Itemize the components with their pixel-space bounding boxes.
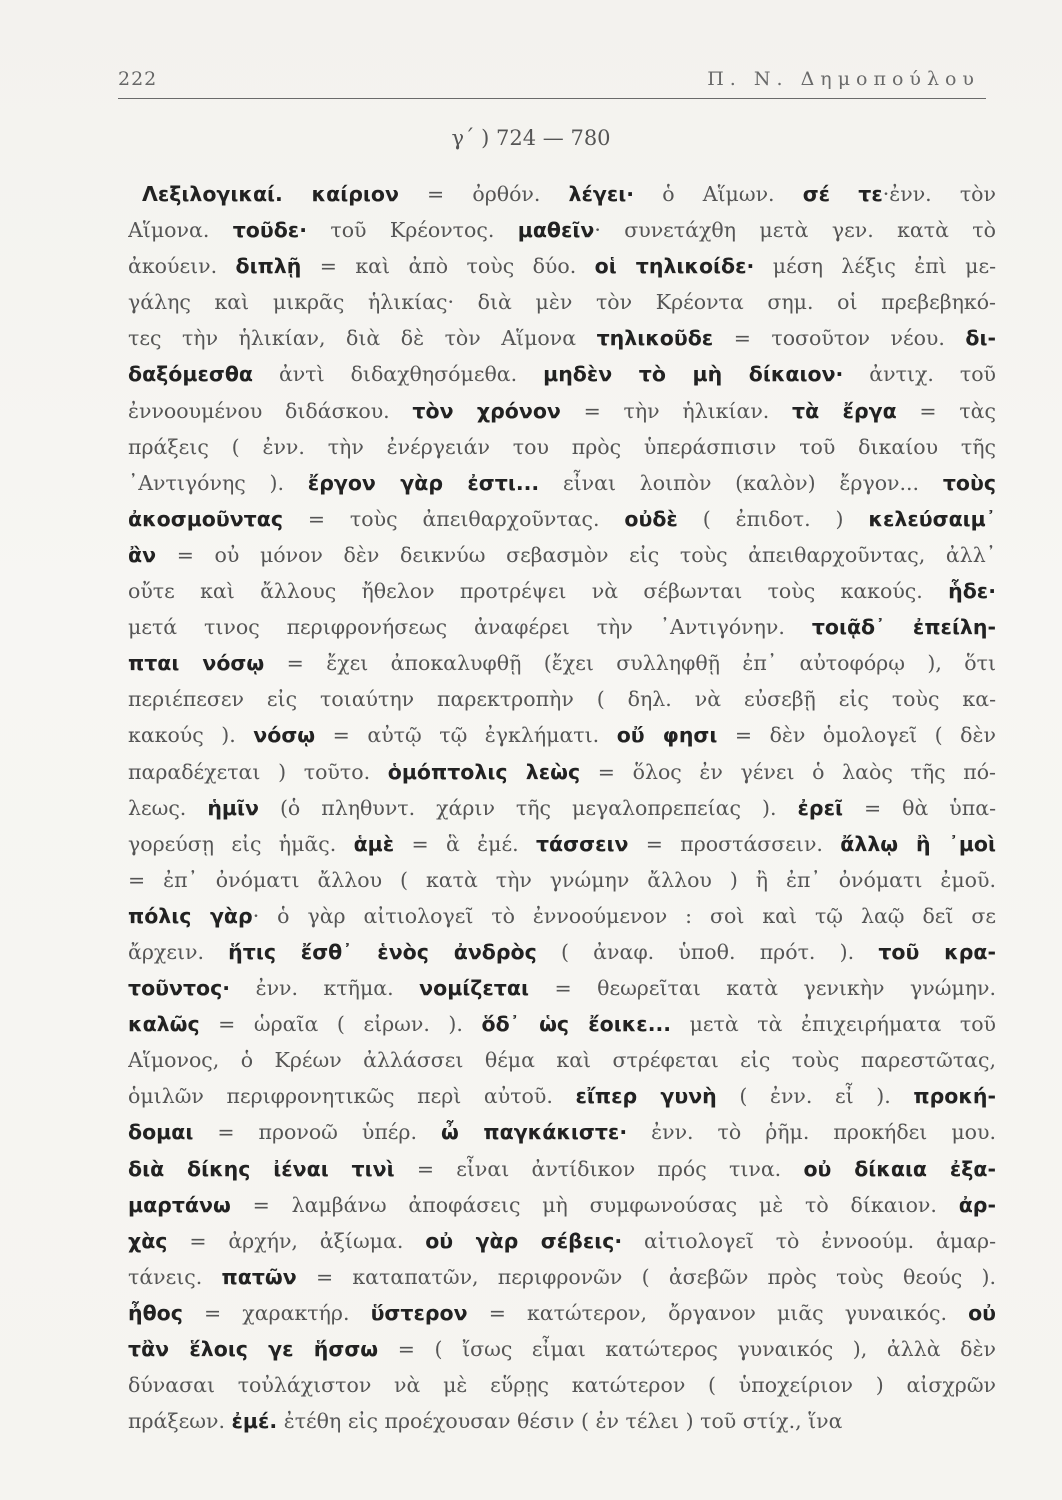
gloss-text: μετά τινος περιφρονήσεως ἀναφέρει τὴν ᾽Αντιγόνην. — [128, 615, 812, 640]
text-line — [128, 1331, 996, 1367]
lemma-term: ἁμὲ — [353, 831, 395, 856]
gloss-text: ὁ Αἵμων. — [634, 182, 803, 206]
lemma-term: νόσῳ — [253, 723, 316, 748]
gloss-text: λεως. — [128, 795, 208, 820]
text-line — [128, 356, 996, 392]
text-line — [128, 320, 996, 356]
lemma-term: ἐμέ. — [231, 1409, 278, 1434]
gloss-text: ἐτέθη εἰς προέχουσαν θέσιν ( ἐν τέλει ) τοῦ στίχ., ἵνα — [277, 1409, 843, 1434]
gloss-text — [830, 182, 858, 206]
text-line — [128, 248, 996, 284]
text-line — [128, 790, 996, 826]
gloss-text: ( ἀναφ. ὑποθ. πρότ. ). — [536, 939, 879, 964]
gloss-text: = προνοῶ ὑπέρ. — [193, 1120, 441, 1145]
gloss-text: = τὴν ἡλικίαν. — [560, 398, 793, 423]
lemma-term: ἄλλῳ ἢ ᾽μοὶ — [840, 831, 996, 856]
lemma-term: οὐ δίκαια ἐξα- — [803, 1156, 996, 1181]
gloss-text: ( ἐνν. εἶ ). — [716, 1084, 914, 1109]
lemma-term: τοῦδε· — [232, 218, 307, 243]
gloss-text: ἄρχειν. — [128, 939, 229, 964]
text-line — [128, 1295, 996, 1331]
text-line — [128, 1367, 996, 1403]
text-line — [128, 1042, 996, 1078]
lemma-term: ἂν — [128, 542, 157, 567]
text-line — [128, 717, 996, 753]
gloss-text: Αἵμονος, ὁ Κρέων ἀλλάσσει θέμα καὶ στρέφεται εἰς τοὺς παρεστῶτας, — [128, 1048, 996, 1073]
lemma-term: ἡμῖν — [207, 795, 259, 820]
running-head: Π. Ν. Δημοπούλου — [707, 68, 980, 90]
gloss-text: ἀντὶ διδαχθησόμεθα. — [253, 362, 544, 387]
gloss-text: αἰτιολογεῖ τὸ ἐννοούμ. ἁμαρ- — [622, 1228, 996, 1253]
lemma-term: τὰ ἔργα — [792, 398, 897, 423]
lemma-term: μηδὲν τὸ μὴ δίκαιον· — [543, 362, 844, 387]
gloss-text: ἀκούειν. — [128, 254, 236, 279]
lemma-term: τὸν χρόνον — [412, 398, 561, 423]
gloss-text: πράξεις ( ἐνν. τὴν ἐνέργειάν του πρὸς ὑπεράσπισιν τοῦ δικαίου τῆς — [128, 434, 996, 459]
gloss-text: μετὰ τὰ ἐπιχειρήματα τοῦ — [671, 1012, 996, 1037]
gloss-text: γάλης καὶ μικρᾶς ἡλικίας· διὰ μὲν τὸν Κρέοντα σημ. οἱ πρεβεβηκό- — [128, 290, 996, 315]
lemma-term: πόλις γὰρ — [128, 903, 253, 928]
gloss-text: ἐνν. κτῆμα. — [230, 976, 420, 1001]
gloss-text: = τὰς — [896, 398, 996, 423]
gloss-text: = ἃ ἐμέ. — [394, 831, 536, 856]
lemma-term: οὐδὲ — [624, 506, 678, 531]
text-line — [128, 176, 996, 212]
gloss-text: = εἶναι ἀντίδικον πρός τινα. — [394, 1156, 804, 1181]
page-header — [118, 62, 986, 99]
gloss-text: = κατώτερον, ὄργανον μιᾶς γυναικός. — [467, 1300, 969, 1325]
gloss-text: τάνεις. — [128, 1264, 222, 1289]
text-line — [128, 1259, 996, 1295]
lemma-term: οὔ φησι — [616, 723, 718, 748]
lemma-term: εἴπερ γυνὴ — [575, 1084, 717, 1109]
text-line — [128, 465, 996, 501]
lemma-term: πται νόσῳ — [128, 651, 265, 676]
text-line — [128, 898, 996, 934]
lemma-term: ἔργον γὰρ ἐστι... — [307, 470, 540, 495]
lemma-term: τηλικοῦδε — [596, 326, 714, 351]
lemma-term: χὰς — [128, 1228, 168, 1253]
gloss-text: ἐννοουμένου διδάσκου. — [128, 398, 413, 423]
text-line — [128, 501, 996, 537]
lemma-term: μαθεῖν — [517, 218, 595, 243]
text-line — [128, 681, 996, 717]
gloss-text: = καταπατῶν, περιφρονῶν ( ἀσεβῶν πρὸς τοὺς θεούς ). — [296, 1264, 996, 1289]
lemma-term: καλῶς — [128, 1012, 200, 1037]
gloss-text: ·ἐνν. τὸν — [882, 182, 996, 206]
text-line — [128, 429, 996, 465]
lemma-term: οὐ γὰρ σέβεις· — [425, 1228, 623, 1253]
lemma-term: ἦθος — [128, 1300, 183, 1325]
text-line — [128, 1403, 996, 1439]
lemma-term: τοῦντος· — [128, 976, 231, 1001]
gloss-text: τες τὴν ἡλικίαν, διὰ δὲ τὸν Αἵμονα — [128, 326, 597, 351]
gloss-text: ἀντιχ. τοῦ — [843, 362, 996, 387]
text-line — [128, 1187, 996, 1223]
lemma-term: οὐ — [968, 1300, 996, 1325]
text-line — [128, 970, 996, 1006]
text-line — [128, 934, 996, 970]
gloss-text: · συνετάχθη μετὰ γεν. κατὰ τὸ — [594, 218, 996, 243]
gloss-text: = λαμβάνω ἀποφάσεις μὴ συμφωνούσας μὲ τὸ δίκαιον. — [230, 1192, 959, 1217]
gloss-text: = θεωρεῖται κατὰ γενικὴν γνώμην. — [528, 976, 996, 1001]
lemma-term: ἐρεῖ — [797, 795, 843, 820]
gloss-text: = ἐπ᾽ ὀνόματι ἄλλου ( κατὰ τὴν γνώμην ἄλλου ) ἢ ἐπ᾽ ὀνόματι ἐμοῦ. — [128, 867, 996, 892]
gloss-text: οὔτε καὶ ἄλλους ἤθελον προτρέψει νὰ σέβωνται τοὺς κακούς. — [128, 579, 949, 604]
gloss-text: = αὐτῷ τῷ ἐγκλήματι. — [315, 723, 617, 748]
text-line — [128, 1151, 996, 1187]
text-line — [128, 862, 996, 898]
text-line — [128, 212, 996, 248]
lemma-term: ὅδ᾽ ὡς ἔοικε... — [481, 1012, 672, 1037]
gloss-text: (ὁ πληθυντ. χάριν τῆς μεγαλοπρεπείας ). — [258, 795, 798, 820]
gloss-text: = ἀρχήν, ἀξίωμα. — [167, 1228, 426, 1253]
lemma-term: οἱ τηλικοίδε· — [594, 254, 755, 279]
gloss-text: = καὶ ἀπὸ τοὺς δύο. — [301, 254, 595, 279]
text-line — [128, 1006, 996, 1042]
gloss-text: ( ἐπιδοτ. ) — [677, 506, 869, 531]
gloss-text: μέση λέξις ἐπὶ με- — [754, 254, 996, 279]
text-line — [128, 826, 996, 862]
lemma-term: ἧδε· — [948, 579, 996, 604]
text-line — [128, 754, 996, 790]
lemma-term: σέ — [802, 182, 831, 206]
gloss-text: τοῦ Κρέοντος. — [307, 218, 518, 243]
lemma-term: μαρτάνω — [128, 1192, 231, 1217]
lemma-term: τάσσειν — [535, 831, 629, 856]
gloss-text: Αἵμονα. — [128, 218, 233, 243]
lemma-term: τοῦ κρα- — [878, 939, 996, 964]
page-number: 222 — [118, 68, 158, 90]
gloss-text: ὁμιλῶν περιφρονητικῶς περὶ αὐτοῦ. — [128, 1084, 576, 1109]
gloss-text: = τοσοῦτον νέου. — [713, 326, 966, 351]
gloss-text: δύνασαι τοὐλάχιστον νὰ μὲ εὕρῃς κατώτερον ( ὑποχείριον ) αἰσχρῶν — [128, 1373, 996, 1398]
lemma-term: διπλῇ — [235, 254, 302, 279]
gloss-text: ᾽Αντιγόνης ). — [128, 470, 308, 495]
text-line — [128, 1114, 996, 1150]
lemma-term: ἥτις ἔσθ᾽ ἑνὸς ἀνδρὸς — [228, 939, 537, 964]
text-line — [128, 393, 996, 429]
lemma-term: διὰ δίκης ἰέναι τινὶ — [128, 1156, 395, 1181]
lemma-term: τοιᾷδ᾽ ἐπείλη- — [811, 615, 996, 640]
lemma-term: δι- — [965, 326, 996, 351]
gloss-text: = θὰ ὑπα- — [842, 795, 996, 820]
lemma-term: κελεύσαιμ᾽ — [868, 506, 996, 531]
gloss-text: περιέπεσεν εἰς τοιαύτην παρεκτροπὴν ( δηλ. νὰ εὐσεβῇ εἰς τοὺς κα- — [128, 687, 996, 712]
text-line — [128, 284, 996, 320]
text-line — [128, 1223, 996, 1259]
gloss-text: παραδέχεται ) τοῦτο. — [128, 759, 388, 784]
gloss-text: γορεύσῃ εἰς ἡμᾶς. — [128, 831, 354, 856]
lemma-term: τἂν ἕλοις γε ἥσσω — [128, 1337, 379, 1361]
text-line — [128, 573, 996, 609]
lemma-term: τοὺς — [942, 470, 996, 495]
gloss-text: κακούς ). — [128, 723, 254, 748]
gloss-text: = οὐ μόνον δὲν δεικνύω σεβασμὸν εἰς τοὺς ἀπειθαρχοῦντας, ἀλλ᾽ — [156, 542, 996, 567]
commentary-text — [128, 176, 996, 1439]
gloss-text: ἐνν. τὸ ῥῆμ. προκήδει μου. — [627, 1120, 996, 1145]
gloss-text: = ὡραῖα ( εἰρων. ). — [199, 1012, 482, 1037]
gloss-text: = ὀρθόν. — [398, 182, 569, 206]
lemma-term: ὕστερον — [370, 1300, 468, 1325]
section-heading: γ΄ ) 724 — 780 — [451, 126, 611, 150]
gloss-text: εἶναι λοιπὸν (καλὸν) ἔργον... — [539, 470, 943, 495]
lemma-term: Λεξιλογικαί. καίριον — [142, 182, 399, 206]
lemma-term: δαξόμεσθα — [128, 362, 253, 387]
lemma-term: ὦ παγκάκιστε· — [440, 1120, 628, 1145]
lemma-term: ὁμόπτολις λεὼς — [387, 759, 581, 784]
lemma-term: λέγει· — [568, 182, 635, 206]
gloss-text: = χαρακτήρ. — [182, 1300, 371, 1325]
gloss-text: πράξεων. — [128, 1409, 232, 1434]
gloss-text: = ( ἴσως εἶμαι κατώτερος γυναικός ), ἀλλὰ δὲν — [378, 1337, 996, 1361]
gloss-text: = ἔχει ἀποκαλυφθῇ (ἔχει συλληφθῇ ἐπ᾽ αὐτοφόρῳ ), ὅτι — [264, 651, 996, 676]
gloss-text: = προστάσσειν. — [628, 831, 841, 856]
lemma-term: δομαι — [128, 1120, 194, 1145]
gloss-text: = δὲν ὁμολογεῖ ( δὲν — [717, 723, 996, 748]
gloss-text: = ὅλος ἐν γένει ὁ λαὸς τῆς πό- — [580, 759, 996, 784]
lemma-term: πατῶν — [221, 1264, 297, 1289]
lemma-term: νομίζεται — [419, 976, 529, 1001]
lemma-term: τε — [858, 182, 883, 206]
text-line — [128, 537, 996, 573]
gloss-text: = τοὺς ἀπειθαρχοῦντας. — [283, 506, 625, 531]
text-line — [128, 645, 996, 681]
text-line — [128, 1078, 996, 1114]
lemma-term: προκή- — [913, 1084, 996, 1109]
gloss-text: · ὁ γὰρ αἰτιολογεῖ τὸ ἐννοούμενον : σοὶ καὶ τῷ λαῷ δεῖ σε — [252, 903, 996, 928]
text-line — [128, 609, 996, 645]
lemma-term: ἀκοσμοῦντας — [128, 506, 283, 531]
lemma-term: ἀρ- — [958, 1192, 996, 1217]
